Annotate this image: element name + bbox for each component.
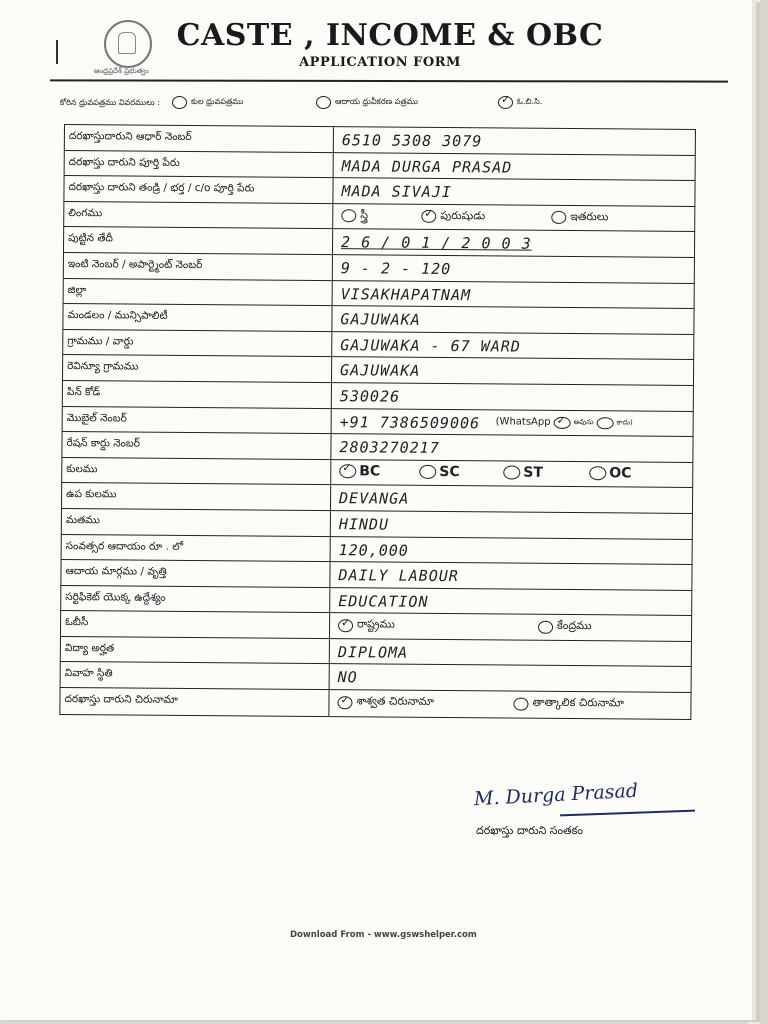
sub-caste-field[interactable]: DEVANGA	[331, 485, 693, 512]
radio-checked-icon[interactable]	[421, 210, 436, 223]
pin-code-field[interactable]: 530026	[332, 383, 694, 410]
certificate-purpose-field[interactable]: EDUCATION	[330, 588, 692, 615]
gender-option-male[interactable]: ✓ పురుషుడు	[421, 209, 551, 226]
radio-icon[interactable]	[589, 466, 606, 480]
radio-icon[interactable]	[316, 96, 331, 109]
field-label: దరఖాస్తుదారుని ఆధార్ నెంబర్	[64, 125, 334, 152]
radio-icon[interactable]	[503, 465, 520, 479]
address-option-permanent[interactable]: ✓ శాశ్వత చిరునామా	[337, 694, 513, 711]
certificate-option-obc[interactable]: ✓ ఓ.బి.సి.	[498, 96, 542, 109]
field-label: జిల్లా	[63, 279, 333, 306]
radio-icon[interactable]	[538, 621, 553, 634]
radio-checked-icon[interactable]	[339, 464, 356, 478]
certificate-type-row	[60, 96, 680, 114]
radio-icon[interactable]	[513, 697, 528, 710]
radio-icon[interactable]	[172, 96, 187, 109]
field-label: ఇంటి నెంబర్ / అపార్ట్మెంట్ నెంబర్	[63, 253, 333, 280]
signature-underline	[560, 810, 695, 816]
ap-emblem-icon	[104, 20, 152, 68]
radio-icon[interactable]	[596, 417, 613, 429]
field-label: దరఖాస్తు దారుని చిరునామా	[59, 688, 329, 716]
radio-checked-icon[interactable]	[498, 96, 513, 109]
field-label: లింగము	[63, 202, 333, 229]
radio-checked-icon[interactable]	[337, 696, 352, 709]
certificate-option-income[interactable]: ఆదాయ ధ్రువీకరణ పత్రము	[316, 96, 418, 109]
caste-option-st[interactable]: ST	[503, 464, 589, 481]
binder-mark	[56, 40, 58, 64]
field-label: పుట్టిన తేదీ	[63, 227, 333, 254]
house-number-field[interactable]: 9 - 2 - 120	[333, 255, 695, 282]
income-source-field[interactable]: DAILY LABOUR	[330, 562, 692, 589]
village-ward-field[interactable]: GAJUWAKA - 67 WARD	[332, 332, 694, 359]
radio-checked-icon[interactable]	[554, 416, 571, 428]
field-label: కులము	[61, 458, 331, 485]
download-source-footer: Download From - www.gswshelper.com	[290, 930, 477, 940]
emblem-caption: ఆంధ్రప్రదేశ్ ప్రభుత్వం	[94, 67, 149, 75]
radio-icon[interactable]	[419, 465, 436, 479]
page-subtitle: APPLICATION FORM	[299, 55, 461, 70]
radio-icon[interactable]	[341, 209, 356, 222]
aadhaar-number-field[interactable]: 6510 5308 3079	[334, 127, 696, 154]
ration-card-field[interactable]: 2803270217	[331, 434, 693, 461]
table-row	[59, 688, 691, 720]
field-label: మొబైల్ నెంబర్	[62, 407, 332, 434]
obc-option-state[interactable]: ✓ రాష్ట్రము	[338, 617, 538, 635]
applicant-signature: M. Durga Prasad	[473, 779, 639, 811]
certificate-option-caste[interactable]: కుల ధ్రువపత్రము	[172, 96, 243, 109]
address-option-temporary[interactable]: తాత్కాలిక చిరునామా	[513, 696, 624, 713]
certificate-type-label: కోరిన ధ్రువపత్రము వివరములు :	[60, 98, 160, 107]
caste-field	[331, 460, 693, 487]
applicant-name-field[interactable]: MADA DURGA PRASAD	[334, 153, 696, 180]
field-label: గ్రామము / వార్డు	[62, 330, 332, 357]
radio-icon[interactable]	[551, 211, 566, 224]
field-label: రేషన్ కార్డు నెంబర్	[61, 432, 331, 459]
field-label: రెవిన్యూ గ్రామము	[62, 355, 332, 382]
mobile-number-field[interactable]	[332, 409, 694, 436]
header-divider	[50, 79, 728, 82]
field-label: ఉప కులము	[61, 483, 331, 510]
obc-field	[330, 613, 692, 640]
caste-option-bc[interactable]: ✓ BC	[339, 463, 419, 480]
annual-income-field[interactable]: 120,000	[331, 537, 693, 564]
field-label: వివాహ స్థితి	[60, 662, 330, 689]
whatsapp-option: (WhatsApp ✓ అవును కాదు)	[496, 416, 633, 429]
father-name-field[interactable]: MADA SIVAJI	[333, 178, 695, 205]
district-field[interactable]: VISAKHAPATNAM	[333, 281, 695, 308]
mandal-field[interactable]: GAJUWAKA	[332, 306, 694, 333]
field-label: పిన్ కోడ్	[62, 381, 332, 408]
caste-option-sc[interactable]: SC	[419, 464, 503, 481]
address-type-field	[329, 690, 691, 719]
application-form-table	[59, 124, 696, 720]
gender-field	[333, 204, 695, 231]
obc-option-central[interactable]: కేంద్రము	[538, 619, 592, 635]
gender-option-other[interactable]: ఇతరులు	[551, 210, 608, 226]
radio-checked-icon[interactable]	[338, 619, 353, 632]
gender-option-female[interactable]: స్త్రీ	[341, 208, 421, 225]
education-field[interactable]: DIPLOMA	[330, 639, 692, 666]
date-of-birth-field[interactable]: 2 6 / 0 1 / 2 0 0 3	[333, 229, 695, 256]
field-label: మండలం / మున్సిపాలిటీ	[62, 304, 332, 331]
field-label: మతము	[61, 509, 331, 536]
mobile-number-value: +91 7386509006	[339, 412, 481, 432]
page-title: CASTE , INCOME & OBC	[176, 18, 604, 53]
signature-caption: దరఖాస్తు దారుని సంతకం	[476, 824, 583, 837]
field-label: విద్యా అర్హత	[60, 637, 330, 664]
caste-option-oc[interactable]: OC	[589, 465, 631, 481]
revenue-village-field[interactable]: GAJUWAKA	[332, 357, 694, 384]
field-label: దరఖాస్తు దారుని తండ్రి / భర్త / c/o పూర్తి పేరు	[63, 176, 333, 203]
field-label: సర్టిఫికెట్ యొక్క ఉద్దేశ్యం	[60, 586, 330, 613]
field-label: సంవత్సర ఆదాయం రూ . లో	[61, 534, 331, 561]
field-label: దరఖాస్తు దారుని పూర్తి పేరు	[64, 151, 334, 178]
field-label: ఆదాయ మార్గము / వృత్తి	[60, 560, 330, 587]
marital-status-field[interactable]: NO	[330, 665, 692, 692]
religion-field[interactable]: HINDU	[331, 511, 693, 538]
field-label: ఓబీసీ	[60, 611, 330, 638]
